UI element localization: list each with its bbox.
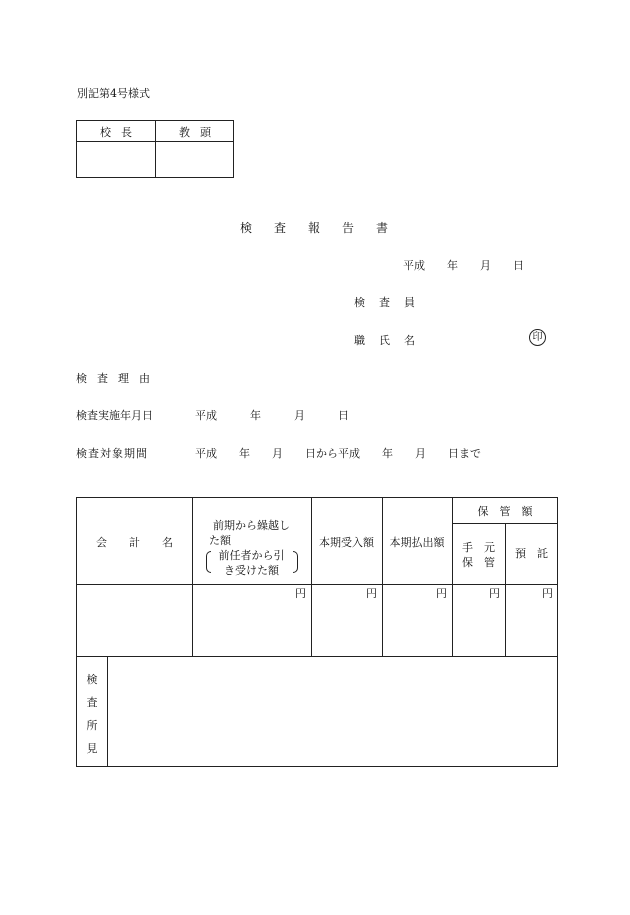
on-hand-header: 手 元 保 管 (462, 541, 495, 569)
carried-over-header: 前期から繰越し た額 前任者から引 き受けた額 (192, 518, 311, 578)
account-name-header: 会 計 名 (96, 536, 173, 549)
form-number: 別記第4号様式 (77, 87, 150, 100)
received-header: 本期受入額 (319, 536, 374, 549)
inspector-label: 検査員 (354, 296, 429, 309)
paid-out-header: 本期払出額 (389, 536, 445, 549)
period-label: 検査対象期間 (76, 447, 148, 460)
name-title-label: 職氏名 (354, 334, 429, 347)
document-title: 検査報告書 (240, 221, 411, 235)
on-hand-unit: 円 (489, 587, 500, 600)
approval-stamp-box (76, 120, 234, 178)
deposit-header: 預 託 (515, 547, 548, 560)
inspection-remarks-label: 検 査 所 見 (86, 673, 98, 755)
period-range: 平成 年 月 日から平成 年 月 日まで (195, 447, 481, 460)
execution-date-value: 平成 年 月 日 (195, 409, 349, 422)
carried-over-unit: 円 (295, 587, 306, 600)
received-unit: 円 (366, 587, 377, 600)
custody-total-header: 保 管 額 (477, 505, 533, 518)
execution-date-label: 検査実施年月日 (76, 409, 153, 422)
report-date: 平成 年 月 日 (403, 259, 524, 272)
paid-out-unit: 円 (436, 587, 447, 600)
carried-over-note: 前任者から引 (218, 549, 285, 562)
seal-icon: 印 (529, 329, 546, 346)
vice-principal-label: 教頭 (179, 126, 221, 139)
inspection-remarks-area[interactable] (108, 657, 557, 766)
account-table (76, 497, 558, 767)
deposit-unit: 円 (542, 587, 553, 600)
inspection-reason-label: 検査理由 (76, 372, 160, 385)
principal-label: 校長 (100, 126, 142, 139)
